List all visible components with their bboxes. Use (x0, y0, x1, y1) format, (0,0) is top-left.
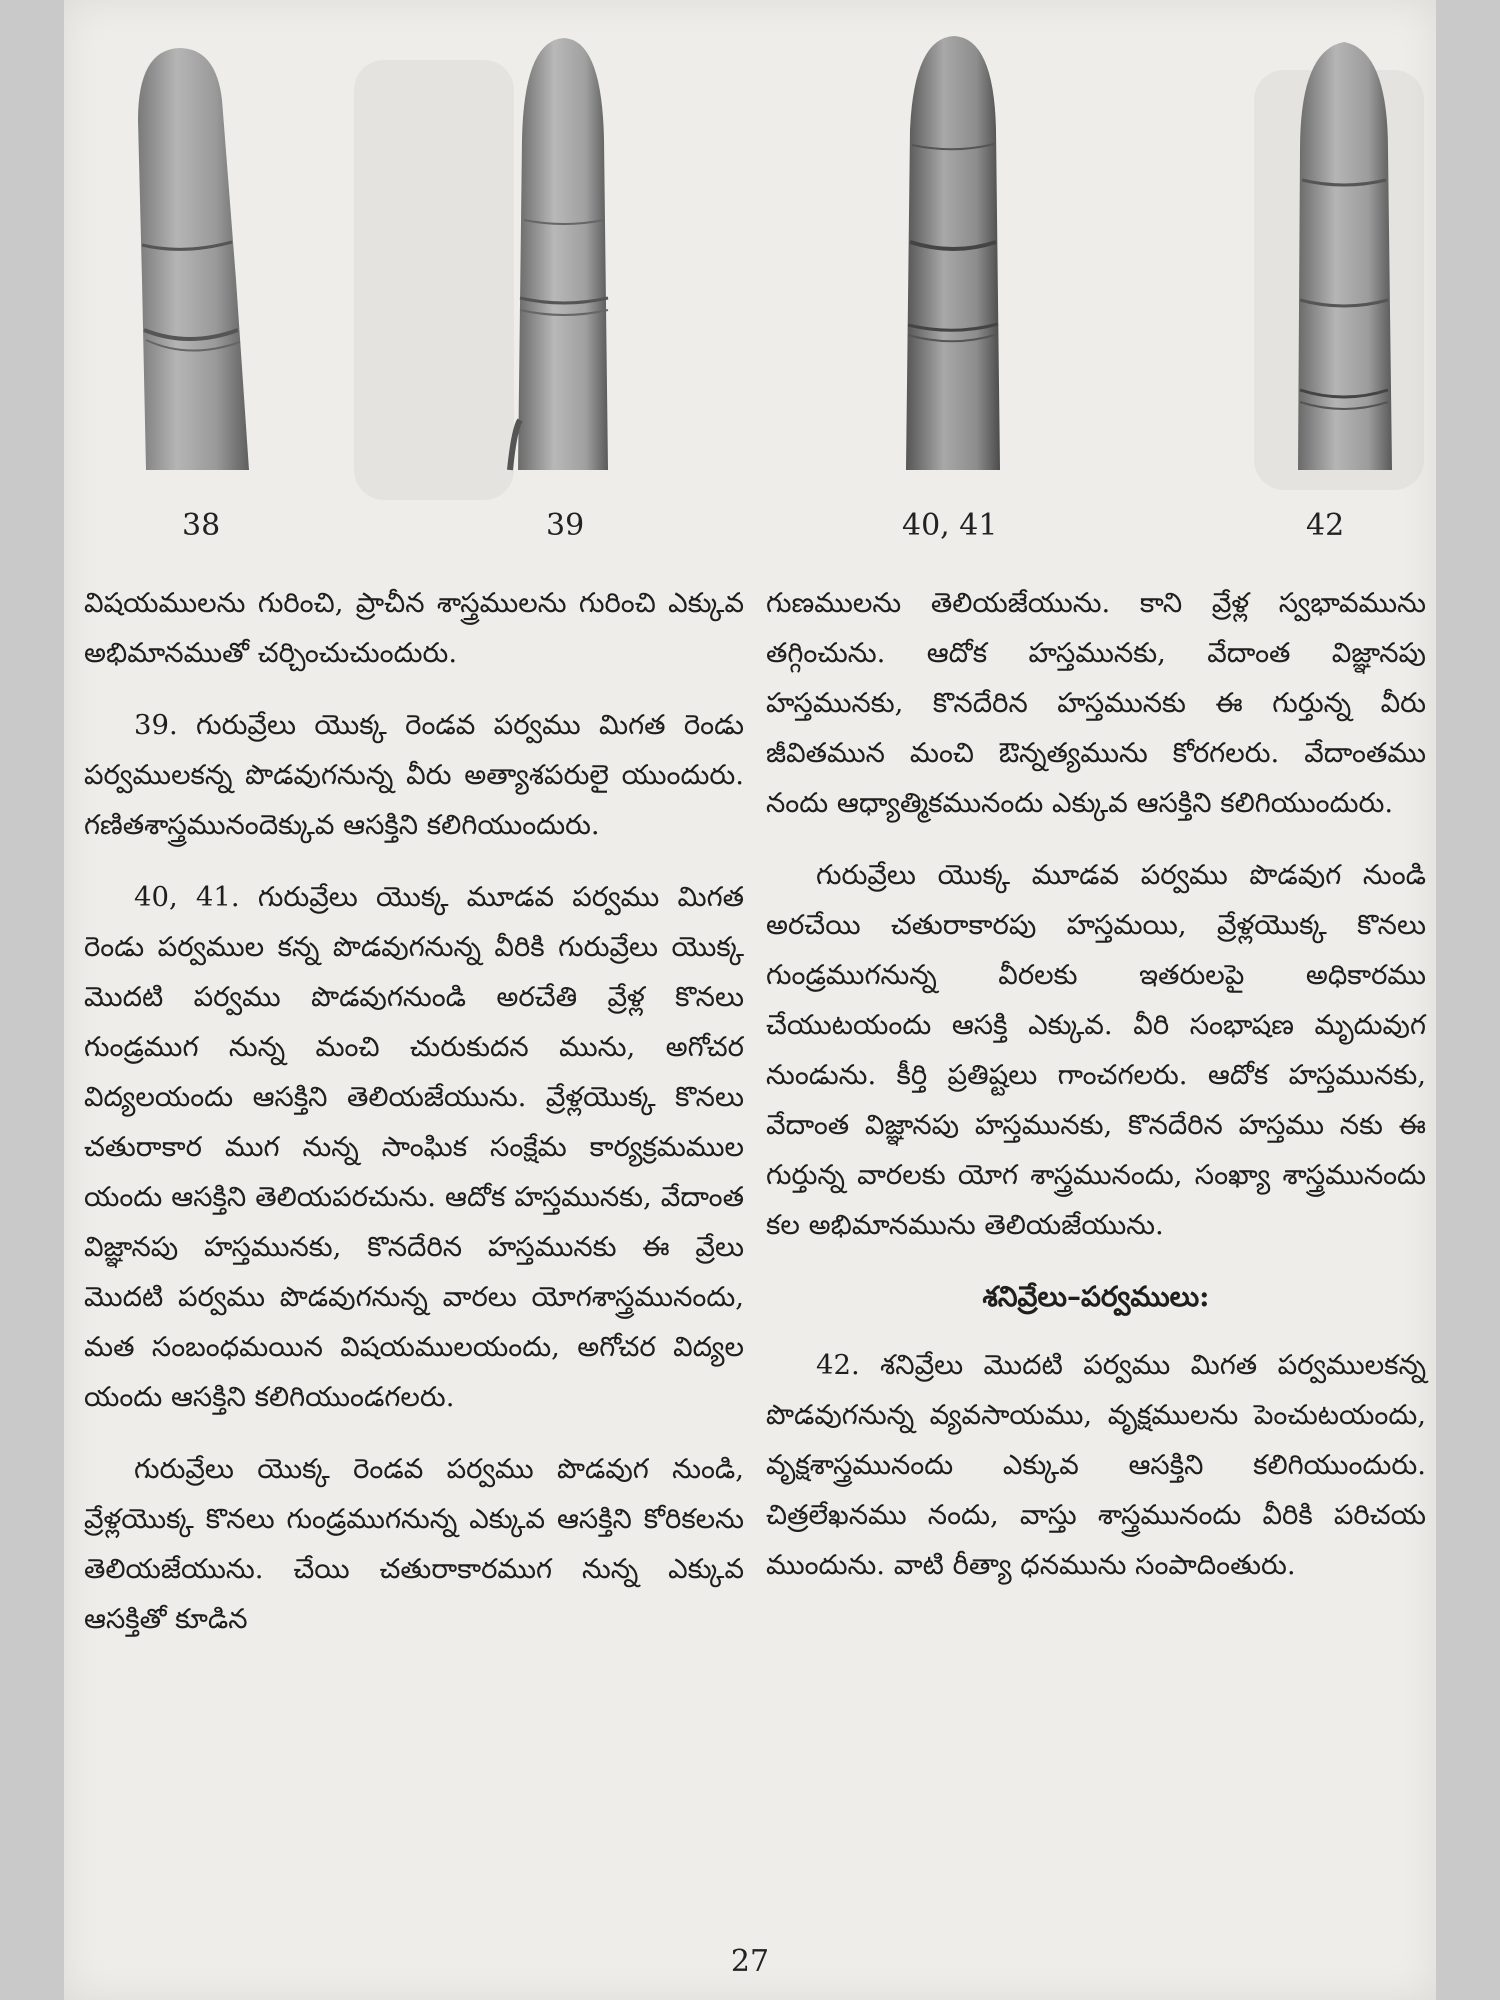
show-through-shadow (354, 60, 514, 500)
figure-label-38: 38 (182, 508, 221, 543)
paragraph: 40, 41. గురువ్రేలు యొక్క మూడవ పర్వము మిగత రెండు పర్వముల కన్న పొడవుగనున్న వీరికి గురువ్రేలు యొక్క మొదటి పర్వము పొడవుగనుండి అరచేతి వ్రేళ్ల కొనలు గుండ్రముగ నున్న మంచి చురుకుదన మును, అగోచర విద్యలయందు ఆసక్తిని తెలియజేయును. వ్రేళ్లయొక్క కొనలు చతురాకార ముగ నున్న సాంఘిక సంక్షేమ కార్యక్రమముల యందు ఆసక్తిని తెలియపరచును. ఆదోక హస్తమునకు, వేదాంత విజ్ఞానపు హస్తమునకు, కొనదేరిన హస్తమునకు ఈ వ్రేలు మొదటి పర్వము పొడవుగనున్న వారలు యోగశాస్త్రమునందు, మత సంబంధమయిన విషయములయందు, అగోచర విద్యల యందు ఆసక్తిని కలిగియుండగలరు. (84, 881, 744, 1413)
section-heading: శనివ్రేలు–పర్వములు: (982, 1280, 1210, 1313)
page-number: 27 (730, 1944, 770, 1979)
finger-photo-42 (1284, 30, 1404, 480)
finger-photo-40-41 (894, 30, 1014, 480)
finger-photo-38 (124, 30, 264, 480)
paragraph: విషయములను గురించి, ప్రాచీన శాస్త్రములను గురించి ఎక్కువ అభిమానముతో చర్చించుచుందురు. (84, 587, 744, 669)
figure-label-39: 39 (546, 508, 585, 543)
paragraph: 39. గురువ్రేలు యొక్క రెండవ పర్వము మిగత రెండు పర్వములకన్న పొడవుగనున్న వీరు అత్యాశపరులై యుందురు. గణితశాస్త్రమునందెక్కువ ఆసక్తిని కలిగియుందురు. (84, 709, 744, 841)
figure-label-42: 42 (1306, 508, 1345, 543)
figure-label-40-41: 40, 41 (902, 508, 998, 543)
left-text-column (84, 578, 744, 1666)
book-page (64, 0, 1436, 2000)
paragraph: 42. శనివ్రేలు మొదటి పర్వము మిగత పర్వములకన్న పొడవుగనున్న వ్యవసాయము, వృక్షములను పెంచుటయందు, వృక్షశాస్త్రమునందు ఎక్కువ ఆసక్తిని కలిగియుందురు. చిత్రలేఖనము నందు, వాస్తు శాస్త్రమునందు వీరికి పరిచయ ముందును. వాటి రీత్యా ధనమును సంపాదింతురు. (766, 1349, 1426, 1581)
paragraph: గుణములను తెలియజేయును. కాని వ్రేళ్ల స్వభావమును తగ్గించును. ఆదోక హస్తమునకు, వేదాంత విజ్ఞానపు హస్తమునకు, కొనదేరిన హస్తమునకు ఈ గుర్తున్న వీరు జీవితమున మంచి ఔన్నత్యమును కోరగలరు. వేదాంతము నందు ఆధ్యాత్మికమునందు ఎక్కువ ఆసక్తిని కలిగియుందురు. (766, 587, 1426, 819)
right-text-column (766, 578, 1426, 1612)
finger-photo-39 (504, 30, 624, 480)
paragraph: గురువ్రేలు యొక్క మూడవ పర్వము పొడవుగ నుండి అరచేయి చతురాకారపు హస్తమయి, వ్రేళ్లయొక్క కొనలు గుండ్రముగనున్న వీరలకు ఇతరులపై అధికారము చేయుటయందు ఆసక్తి ఎక్కువ. వీరి సంభాషణ మృదువుగ నుండును. కీర్తి ప్రతిష్టలు గాంచగలరు. ఆదోక హస్తమునకు, వేదాంత విజ్ఞానపు హస్తమునకు, కొనదేరిన హస్తము నకు ఈ గుర్తున్న వారలకు యోగ శాస్త్రమునందు, సంఖ్యా శాస్త్రమునందు కల అభిమానమును తెలియజేయును. (766, 859, 1426, 1241)
paragraph: గురువ్రేలు యొక్క రెండవ పర్వము పొడవుగ నుండి, వ్రేళ్లయొక్క కొనలు గుండ్రముగనున్న ఎక్కువ ఆసక్తిని కోరికలను తెలియజేయును. చేయి చతురాకారముగ నున్న ఎక్కువ ఆసక్తితో కూడిన (84, 1453, 744, 1635)
